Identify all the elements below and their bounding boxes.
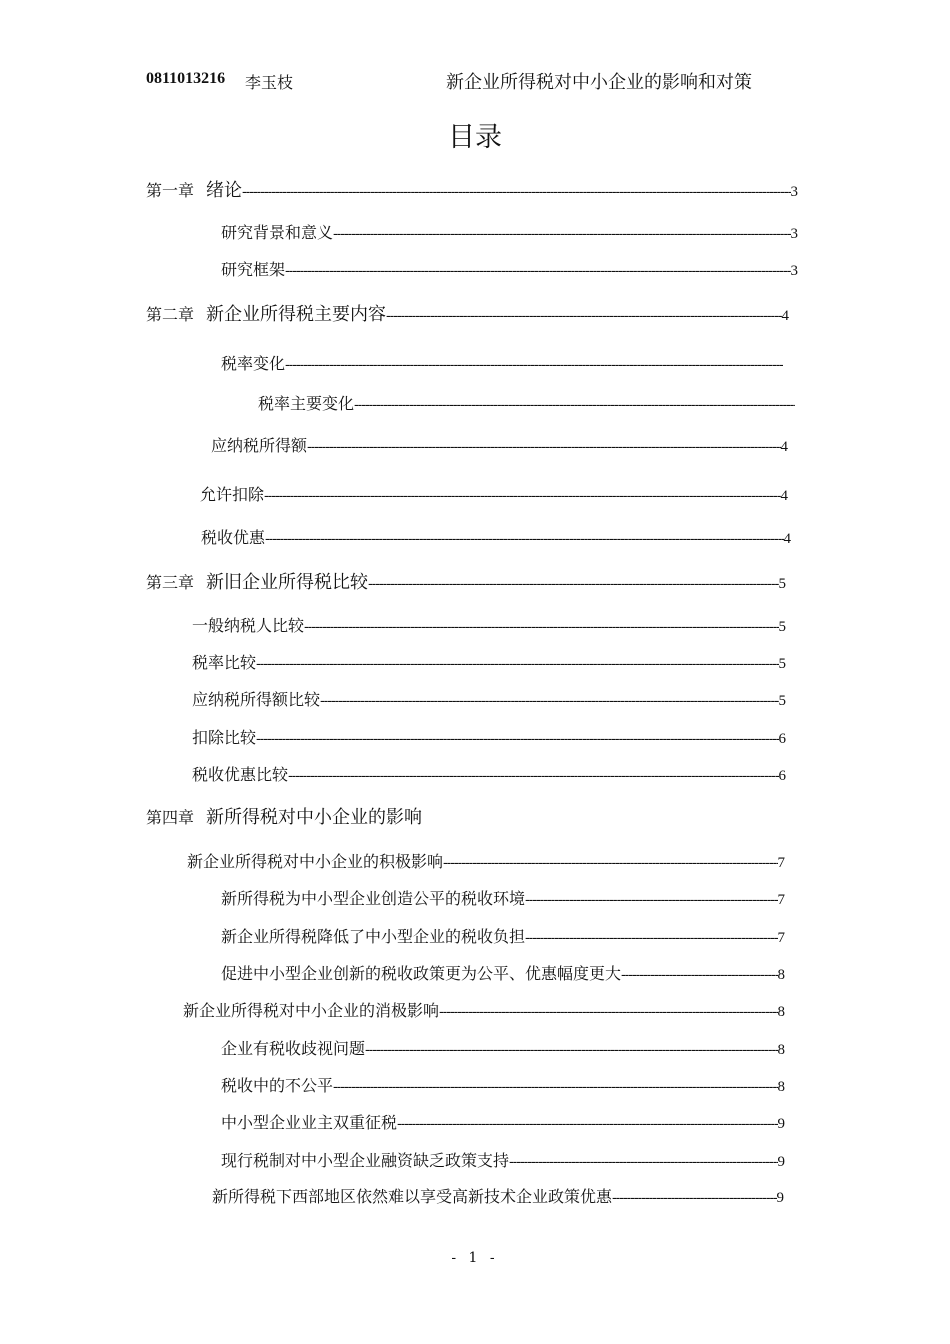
dot-leader [320,692,778,708]
toc-chapter-3[interactable] [146,568,786,594]
toc-entry[interactable] [192,650,786,676]
page-number: 4 [780,439,788,455]
toc-entry[interactable] [221,924,785,950]
dot-leader [439,1003,777,1019]
page-number: 7 [777,855,785,871]
page-number: 9 [777,1116,785,1132]
chapter-title: 新旧企业所得税比较 [206,572,369,593]
page-number: 3 [790,263,798,279]
dot-leader [333,1078,777,1094]
page-number: 9 [776,1190,784,1206]
chapter-title: 新所得税对中小企业的影响 [206,807,423,828]
dot-leader [365,1041,777,1057]
chapter-prefix: 第三章 [146,573,195,592]
toc-entry[interactable] [192,613,786,639]
dot-leader [621,966,777,982]
toc-entry[interactable] [221,1036,785,1062]
page-number: 9 [777,1154,785,1170]
entry-title: 税率变化 [221,354,286,373]
entry-title: 新企业所得税对中小企业的消极影响 [183,1001,440,1020]
toc-entry[interactable] [211,433,788,459]
dot-leader [509,1153,777,1169]
toc-entry[interactable] [221,961,785,987]
page-footer-number: - 1 - [451,1250,499,1266]
dot-leader [307,438,780,454]
entry-title: 税收中的不公平 [221,1076,334,1095]
entry-title: 税收优惠比较 [192,765,289,784]
page-number: 8 [777,1079,785,1095]
toc-entry[interactable] [192,762,786,788]
entry-title: 扣除比较 [192,728,257,747]
author-name: 李玉枝 [245,73,294,92]
chapter-prefix: 第一章 [146,181,195,200]
page-number: 7 [777,892,785,908]
entry-title: 新企业所得税降低了中小型企业的税收负担 [221,927,526,946]
toc-entry[interactable] [221,1110,785,1136]
dot-leader [525,929,777,945]
page-number: 4 [780,488,788,504]
toc-entry[interactable] [221,1148,785,1174]
dot-leader [354,396,795,412]
dot-leader [242,183,790,199]
page-number: 8 [777,1004,785,1020]
page-number: 3 [790,226,798,242]
page-number: 5 [778,619,786,635]
entry-title: 税收优惠 [201,528,266,547]
entry-title: 税率主要变化 [258,394,355,413]
entry-title: 应纳税所得额 [211,436,308,455]
page-number: 6 [778,731,786,747]
dot-leader [368,575,778,591]
dot-leader [525,891,777,907]
chapter-prefix: 第二章 [146,305,195,324]
page-number: 4 [783,531,791,547]
toc-entry[interactable] [183,998,785,1024]
entry-title: 一般纳税人比较 [192,616,305,635]
entry-title: 企业有税收歧视问题 [221,1039,366,1058]
toc-entry[interactable] [221,257,798,283]
dot-leader [397,1115,777,1131]
dot-leader [333,225,790,241]
page-number: 4 [781,308,789,324]
entry-title: 研究框架 [221,260,286,279]
toc-entry[interactable] [221,1073,785,1099]
entry-title: 新所得税为中小型企业创造公平的税收环境 [221,889,526,908]
dot-leader [443,854,777,870]
entry-title: 允许扣除 [200,485,265,504]
dot-leader [264,487,780,503]
entry-title: 现行税制对中小型企业融资缺乏政策支持 [221,1151,510,1170]
entry-title: 应纳税所得额比较 [192,690,321,709]
page-number: 3 [790,184,798,200]
toc-entry[interactable] [200,482,788,508]
toc-entry[interactable] [187,849,785,875]
page-number: 7 [777,930,785,946]
dot-leader [288,767,778,783]
page-number: 5 [778,693,786,709]
dot-leader [256,730,778,746]
toc-chapter-1[interactable] [146,176,798,202]
entry-title: 中小型企业业主双重征税 [221,1113,398,1132]
chapter-prefix: 第四章 [146,808,195,827]
toc-chapter-2[interactable] [146,300,789,326]
toc-entry[interactable] [221,220,798,246]
chapter-title: 新企业所得税主要内容 [206,304,387,325]
page-number: 8 [777,1042,785,1058]
entry-title: 新企业所得税对中小企业的积极影响 [187,852,444,871]
toc-entry[interactable] [192,725,786,751]
dot-leader [612,1189,776,1205]
entry-title: 税率比较 [192,653,257,672]
dot-leader [285,356,783,372]
dot-leader [265,530,783,546]
toc-heading: 目录 [448,122,502,153]
page-number: 6 [778,768,786,784]
toc-entry[interactable] [221,351,783,377]
page-number: 5 [778,576,786,592]
toc-chapter-4[interactable] [146,803,646,829]
document-title: 新企业所得税对中小企业的影响和对策 [446,72,752,93]
dot-leader [304,618,778,634]
entry-title: 促进中小型企业创新的税收政策更为公平、优惠幅度更大 [221,964,622,983]
page-number: 5 [778,656,786,672]
chapter-title: 绪论 [206,180,243,201]
entry-title: 新所得税下西部地区依然难以享受高新技术企业政策优惠 [212,1187,613,1206]
toc-entry[interactable] [258,391,795,417]
dot-leader [386,307,781,323]
toc-entry[interactable] [221,886,785,912]
toc-entry[interactable] [201,525,791,551]
toc-entry[interactable] [192,687,786,713]
student-id: 0811013216 [146,70,226,87]
dot-leader [256,655,778,671]
entry-title: 研究背景和意义 [221,223,334,242]
toc-entry[interactable] [212,1184,784,1210]
dot-leader [285,262,790,278]
page-number: 8 [777,967,785,983]
